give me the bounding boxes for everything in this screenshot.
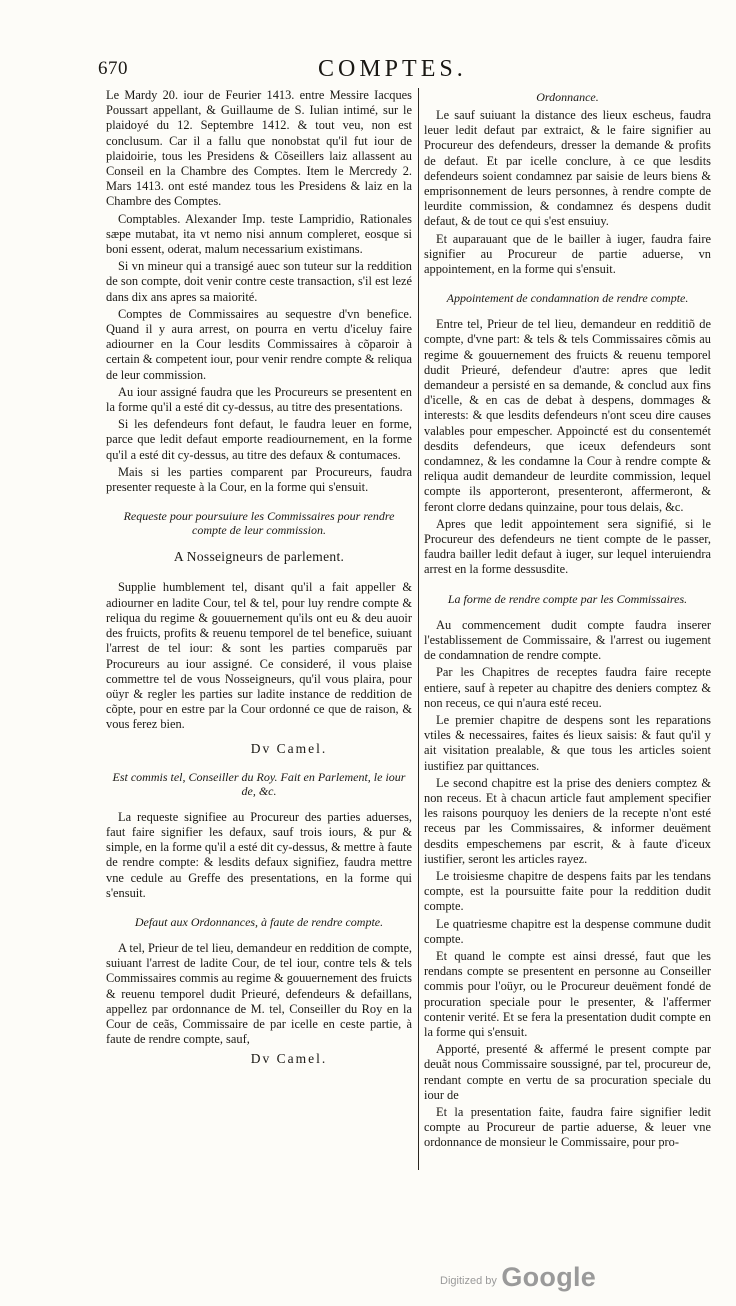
paragraph: Et quand le compte est ainsi dressé, faut que les rendans compte se presentent en personne au Conseiller commis pour l'oüyr, ou le Procureur deuëment fondé de procuration speciale pour le presenter, & l'affermer contenir verité. Et se fera la presentation dudit compte en la forme qui s'ensuit. xyxy=(424,948,711,1039)
paragraph: Le troisiesme chapitre de despens faits par les tendans compte, est la poursuitte faite pour la reddition dudit compte. xyxy=(424,868,711,914)
running-head: COMPTES. xyxy=(318,56,467,82)
signature: Dv Camel. xyxy=(250,740,328,756)
paragraph: Le quatriesme chapitre est la despense commune dudit compte. xyxy=(424,916,711,946)
section-heading: La forme de rendre compte par les Commissaires. xyxy=(447,591,688,606)
paragraph: Par les Chapitres de receptes faudra faire recepte entiere, sauf à repeter au chapitre des deniers comptez & non receus, ce qui n'aura esté receu. xyxy=(424,665,711,710)
paragraph: Supplie humblement tel, disant qu'il a fait appeller & adiourner en ladite Cour, tel & tel, pour luy rendre compte & reliqua du regime & gouuernement qu'ils ont eu & deu auoir des fruicts, profits & reuenu temporel de tel benefice, suiuant l'arrest de tel iour: & sont les parties comparuës par Procureurs au iour assigné. Ce consideré, il vous plaise commettre tel de vous Nosseigneurs, qu'il vous plaira, pour oüyr & regler les parties sur ladite instance de reddition de cõpte, pour en estre par la Cour ordonné ce que de raison, & vous ferez bien. xyxy=(106,580,412,732)
section-heading: Appointement de condamnation de rendre compte. xyxy=(446,291,689,306)
paragraph: Apres que ledit appointement sera signifié, si le Procureur des defendeurs ne tient compte de le passer, faudra bailler ledit defaut à iuger, sur lequel interuiendra arrest en la forme dessusdite. xyxy=(424,516,711,577)
paragraph: Comptables. Alexander Imp. teste Lampridio, Rationales sæpe mutabat, ita vt nemo nisi annum compleret, eosque si boni essent, oderat, malum necessarium existimans. xyxy=(106,211,412,257)
paragraph: Le premier chapitre de despens sont les reparations vtiles & necessaires, faites és lieux saisis: & faut qu'il y ait visitation prealable, & que tous les articles soient iustifiez par quittances. xyxy=(424,712,711,773)
section-heading: Defaut aux Ordonnances, à faute de rendre compte. xyxy=(134,914,384,929)
left-column xyxy=(106,88,412,1067)
paragraph: Et la presentation faite, faudra faire signifier ledit compte au Procureur de partie aduerse, & leuer vne ordonnance de monsieur le Commissaire, pour pro- xyxy=(424,1104,711,1150)
paragraph: Si les defendeurs font defaut, le faudra leuer en forme, parce que ledit defaut emporte readiournement, en la forme qu'il a esté dit cy-dessus, au titre des defaux & contumaces. xyxy=(106,417,412,462)
paragraph: Le second chapitre est la prise des deniers comptez & non receus. Et à chacun article faut amplement specifier les raisons pourquoy les deniers de la recepte n'ont esté receus par les Commissaires, & informer deuëment desdits empeschemens par escrit, & à faute d'iceux iustifier, seront les articles rayez. xyxy=(424,775,711,866)
page-number: 670 xyxy=(98,58,128,79)
paragraph: Au commencement dudit compte faudra inserer l'establissement de Commissaire, & l'arrest ou iugement de condamnation de rendre compte. xyxy=(424,617,711,663)
right-column xyxy=(424,88,711,1153)
salutation: A Nosseigneurs de parlement. xyxy=(173,549,345,565)
paragraph: A tel, Prieur de tel lieu, demandeur en reddition de compte, suiuant l'arrest de ladite Cour, de tel iour, contre tels & tels Commissaires commis au regime & gouuernement des fruicts & reuenu temporel dudit Prieuré, defendeurs & defaillans, appellez par ordonnance de M. tel, Conseiller du Roy en la Cour de ceãs, Commissaire de par icelle en ceste partie, à faute de rendre compte, sauf, xyxy=(106,940,412,1047)
paragraph: Et auparauant que de le bailler à iuger, faudra faire signifier au Procureur de partie aduerse, vn appointement, en la forme qui s'ensuit. xyxy=(424,231,711,277)
paragraph: Mais si les parties comparent par Procureurs, faudra presenter requeste à la Cour, en la forme qui s'ensuit. xyxy=(106,464,412,495)
watermark-prefix: Digitized by xyxy=(440,1275,497,1287)
paragraph: Au iour assigné faudra que les Procureurs se presentent en la forme qu'il a esté dit cy-dessus, au titre des presentations. xyxy=(106,384,412,415)
section-heading: Ordonnance. xyxy=(536,90,599,104)
paragraph: Comptes de Commissaires au sequestre d'vn benefice. Quand il y aura arrest, on pourra en vertu d'iceluy faire adiourner en la Cour lesdits Commissaires à cõparoir à certain & competent iour, pour venir rendre compte & reliqua de leur commission. xyxy=(106,306,412,382)
column-divider xyxy=(418,88,419,1170)
paragraph: Si vn mineur qui a transigé auec son tuteur sur la reddition de son compte, doit venir contre ceste transaction, s'il est lezé dans dix ans apres sa maiorité. xyxy=(106,259,412,304)
paragraph: Le Mardy 20. iour de Feurier 1413. entre Messire Iacques Poussart appellant, & Guillaume de S. Iulian intimé, sur le plaidoyé du 12. Septembre 1412. & tout veu, non est conclusum. Car il a fallu que nonobstat qu'il fut iour de plaidoirie, tous les Presidens & Cõseillers laiz allassent au Conseil en la Chambre des Comptes. Item le Mercredy 2. Mars 1413. ont esté mandez tous les Presidens & laiz en la Chambre des Comptes. xyxy=(106,88,412,209)
paragraph: Entre tel, Prieur de tel lieu, demandeur en redditiõ de compte, d'vne part: & tels & tels Commissaires cõmis au regime & gouuernement des fruicts & reuenu temporel dudit Prieuré, defendeur d'autre: apres que ledit demandeur a persisté en sa demande, & conclud aux fins d'icelle, & en cas de debat à despens, dommages & interests: & que lesdits defendeurs n'ont sceu dire causes valables pour empescher. Appoincté est du consentemét desdits defendeurs, que iceux defendeurs sont condamnez, & les condamne la Cour à rendre compte & reliqua audit demandeur de leurdite commission, lequel compte ils apporteront, presenteront, affermeront, & feront clorre dedans quinzaine, pour tous delais, &c. xyxy=(424,317,711,514)
digitized-watermark xyxy=(440,1262,596,1293)
paragraph: Apporté, presenté & affermé le present compte par deuãt nous Commissaire soussigné, par tel, procureur de, rendant compte en vertu de sa procuration speciale du iour de xyxy=(424,1042,711,1102)
google-logo: Google xyxy=(501,1262,597,1292)
section-heading: Requeste pour poursuiure les Commissaires pour rendre compte de leur commission. xyxy=(123,509,395,538)
paragraph: La requeste signifiee au Procureur des parties aduerses, faut faire signifier les defaux, sauf trois iours, & pur & simple, en la forme qu'il a esté dit cy-dessus, & mettre à faute de rendre compte: & lesdits defaux signifiez, faudra mettre vne cedule au Greffe des presentations, en la forme qui s'ensuit. xyxy=(106,809,412,900)
section-heading: Est commis tel, Conseiller du Roy. Fait en Parlement, le iour de, &c. xyxy=(112,769,406,798)
signature: Dv Camel. xyxy=(250,1051,328,1067)
paragraph: Le sauf suiuant la distance des lieux escheus, faudra leuer ledit defaut par extraict, & le faire signifier au Procureur des defendeurs, dresser la demande & profits de defaut. Et par icelle conclure, à ce que lesdits defendeurs soient condamnez par saisie de leurs biens & emprisonnement de leurs personnes, à rendre compte de leurdite commission, & condamnez és despens dudit defaut, & de tout ce qui s'est ensuiuy. xyxy=(424,108,711,229)
